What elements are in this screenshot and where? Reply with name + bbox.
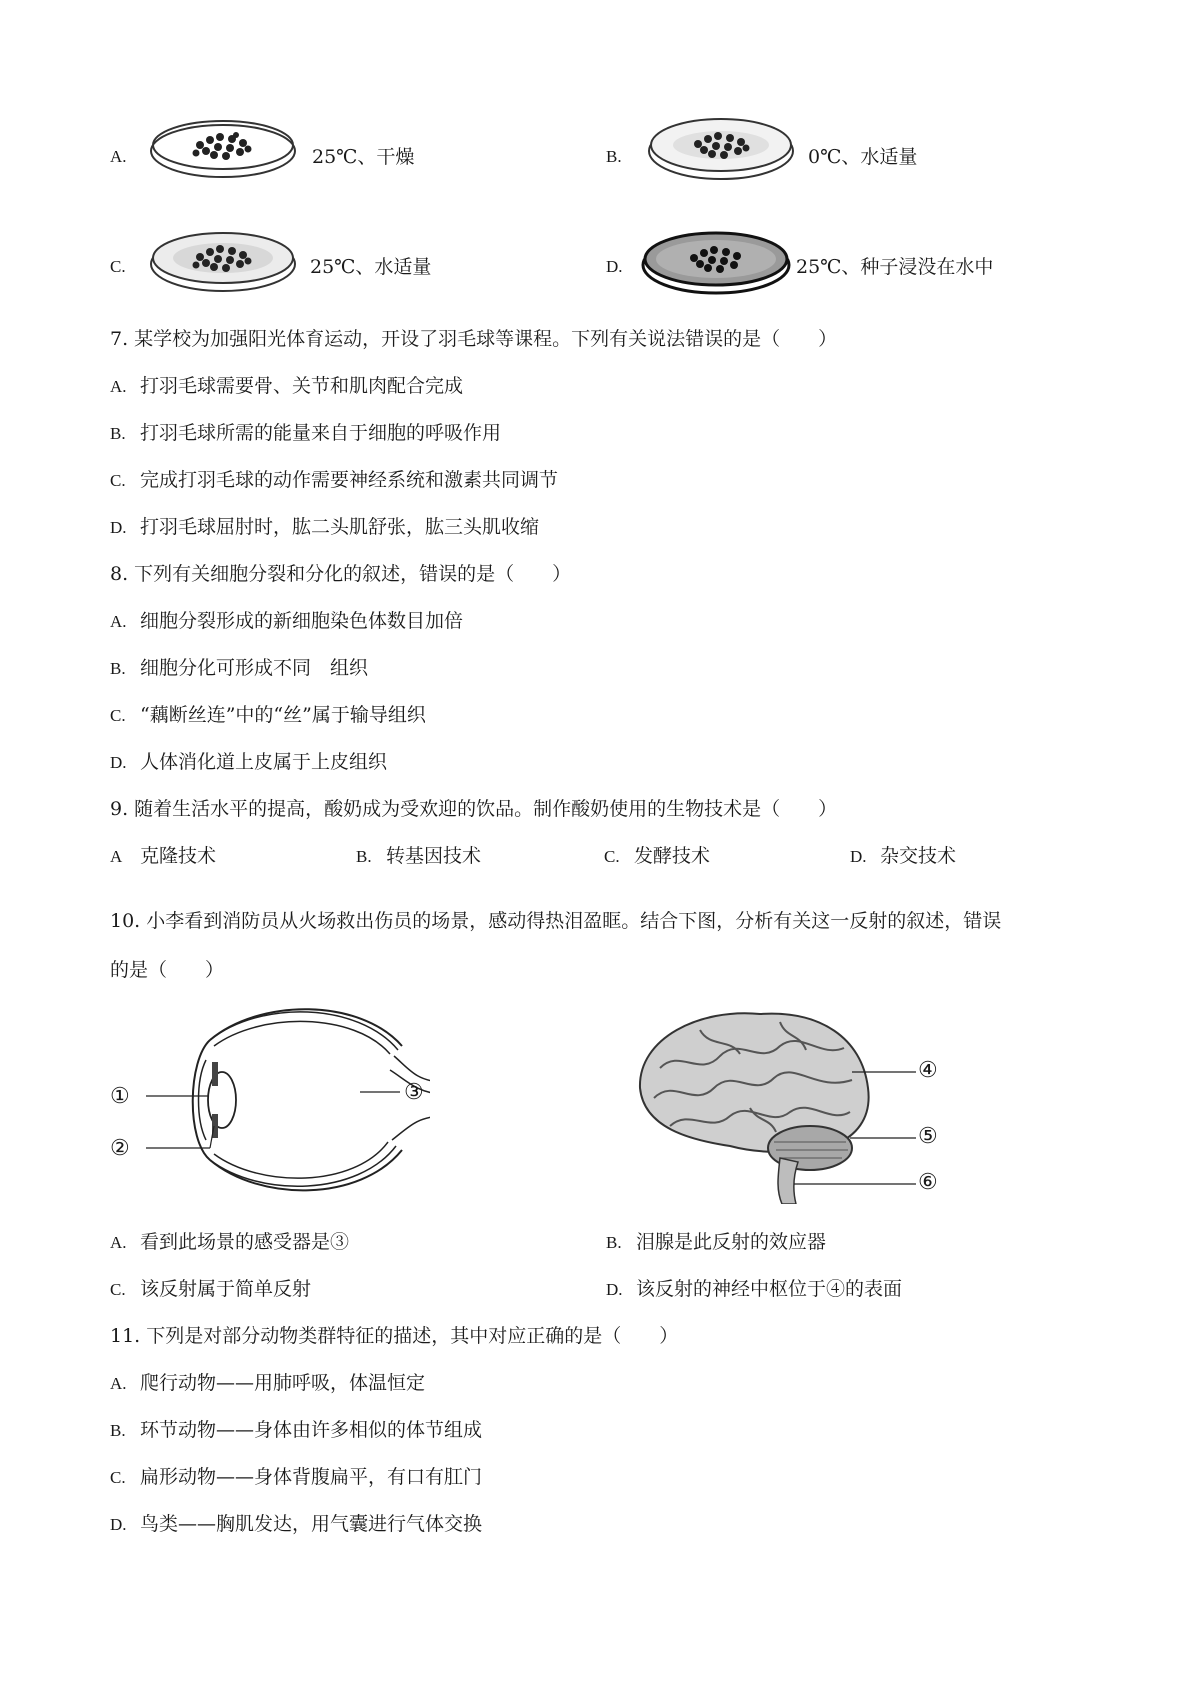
option-letter: A. — [110, 377, 127, 396]
option-b[interactable] — [110, 655, 368, 682]
option-letter: A — [110, 847, 123, 866]
option-letter: D. — [606, 257, 623, 276]
option-text: 打羽毛球所需的能量来自于细胞的呼吸作用 — [140, 422, 502, 444]
question-stem: 7. 某学校为加强阳光体育运动，开设了羽毛球等课程。下列有关说法错误的是（ ） — [110, 328, 838, 350]
option-text: 转基因技术 — [386, 845, 482, 867]
option-letter: C. — [604, 847, 620, 866]
option-text: 泪腺是此反射的效应器 — [636, 1231, 827, 1253]
option-text: 打羽毛球需要骨、关节和肌肉配合完成 — [140, 375, 464, 397]
option-d[interactable] — [606, 1276, 902, 1303]
option-text: 发酵技术 — [634, 845, 711, 867]
option-c[interactable] — [110, 467, 558, 494]
petri-dish-moist-image — [148, 226, 298, 294]
option-text: 25℃、种子浸没在水中 — [796, 256, 994, 278]
option-text: 0℃、水适量 — [808, 146, 918, 168]
petri-dish-cold-image — [646, 113, 796, 183]
option-a[interactable] — [110, 843, 216, 870]
option-letter: A. — [110, 612, 127, 631]
option-a[interactable] — [110, 1370, 425, 1397]
brain-label-4: ④ — [918, 1058, 938, 1083]
option-d[interactable] — [110, 1511, 482, 1538]
brain-diagram — [630, 1008, 950, 1204]
question-stem: 8. 下列有关细胞分裂和分化的叙述，错误的是（ ） — [110, 563, 572, 585]
question-stem: 11. 下列是对部分动物类群特征的描述，其中对应正确的是（ ） — [110, 1325, 679, 1347]
option-letter: B. — [606, 1233, 622, 1252]
option-letter: B. — [356, 847, 372, 866]
option-text: 环节动物——身体由许多相似的体节组成 — [140, 1419, 483, 1441]
option-text: 爬行动物——用肺呼吸，体温恒定 — [140, 1372, 426, 1394]
option-letter: D. — [110, 1515, 127, 1534]
question-stem-line-2: 的是（ ） — [110, 959, 225, 981]
question-stem: 9. 随着生活水平的提高，酸奶成为受欢迎的饮品。制作酸奶使用的生物技术是（ ） — [110, 798, 838, 820]
option-text: 杂交技术 — [880, 845, 957, 867]
option-a[interactable] — [110, 373, 463, 400]
option-text: 人体消化道上皮属于上皮组织 — [140, 751, 388, 773]
brain-drawing — [630, 1008, 950, 1204]
option-b[interactable] — [606, 1229, 826, 1256]
option-c[interactable] — [110, 1464, 482, 1491]
option-letter: C. — [110, 1280, 126, 1299]
option-text: 看到此场景的感受器是③ — [140, 1231, 350, 1253]
option-letter: A. — [110, 1233, 127, 1252]
option-a[interactable] — [110, 1229, 349, 1256]
option-text: 细胞分化可形成不同 组织 — [140, 657, 369, 679]
option-d[interactable] — [110, 514, 539, 541]
eye-label-3: ③ — [404, 1080, 424, 1105]
option-text: 鸟类——胸肌发达，用气囊进行气体交换 — [140, 1513, 483, 1535]
option-d[interactable] — [110, 749, 387, 776]
question-stem-line-1: 10. 小李看到消防员从火场救出伤员的场景，感动得热泪盈眶。结合下图，分析有关这一反射的叙述，错误 — [110, 910, 1002, 932]
option-text: 扁形动物——身体背腹扁平，有口有肛门 — [140, 1466, 483, 1488]
option-letter: D. — [606, 1280, 623, 1299]
brain-label-5: ⑤ — [918, 1124, 938, 1149]
petri-dish-dry-image — [148, 115, 298, 181]
eye-diagram — [110, 1000, 430, 1200]
option-b[interactable] — [356, 843, 481, 870]
option-letter: B. — [110, 424, 126, 443]
option-letter: B. — [110, 1421, 126, 1440]
eye-label-2: ② — [110, 1136, 130, 1161]
option-c[interactable] — [110, 1276, 311, 1303]
option-letter: B. — [110, 659, 126, 678]
option-a[interactable] — [110, 608, 463, 635]
option-d[interactable] — [850, 843, 956, 870]
petri-dish-submerged-image — [640, 226, 792, 296]
option-letter: B. — [606, 147, 622, 166]
option-letter: D. — [850, 847, 867, 866]
eye-drawing — [110, 1000, 430, 1200]
option-letter: A. — [110, 1374, 127, 1393]
eye-label-1: ① — [110, 1084, 130, 1109]
option-text: 该反射属于简单反射 — [140, 1278, 312, 1300]
option-letter: C. — [110, 706, 126, 725]
option-letter: D. — [110, 753, 127, 772]
option-text: “藕断丝连”中的“丝”属于输导组织 — [140, 704, 426, 726]
option-text: 25℃、水适量 — [310, 256, 432, 278]
option-b[interactable] — [110, 1417, 482, 1444]
option-text: 打羽毛球屈肘时，肱二头肌舒张，肱三头肌收缩 — [140, 516, 540, 538]
option-b[interactable] — [110, 420, 501, 447]
option-letter: A. — [110, 147, 127, 166]
option-letter: C. — [110, 1468, 126, 1487]
option-c[interactable] — [110, 702, 426, 729]
option-text: 该反射的神经中枢位于④的表面 — [636, 1278, 903, 1300]
option-text: 细胞分裂形成的新细胞染色体数目加倍 — [140, 610, 464, 632]
option-letter: D. — [110, 518, 127, 537]
brain-label-6: ⑥ — [918, 1170, 938, 1195]
option-letter: C. — [110, 471, 126, 490]
option-text: 完成打羽毛球的动作需要神经系统和激素共同调节 — [140, 469, 559, 491]
option-text: 克隆技术 — [140, 845, 217, 867]
option-text: 25℃、干燥 — [312, 146, 415, 168]
option-c[interactable] — [604, 843, 710, 870]
option-letter: C. — [110, 257, 126, 276]
